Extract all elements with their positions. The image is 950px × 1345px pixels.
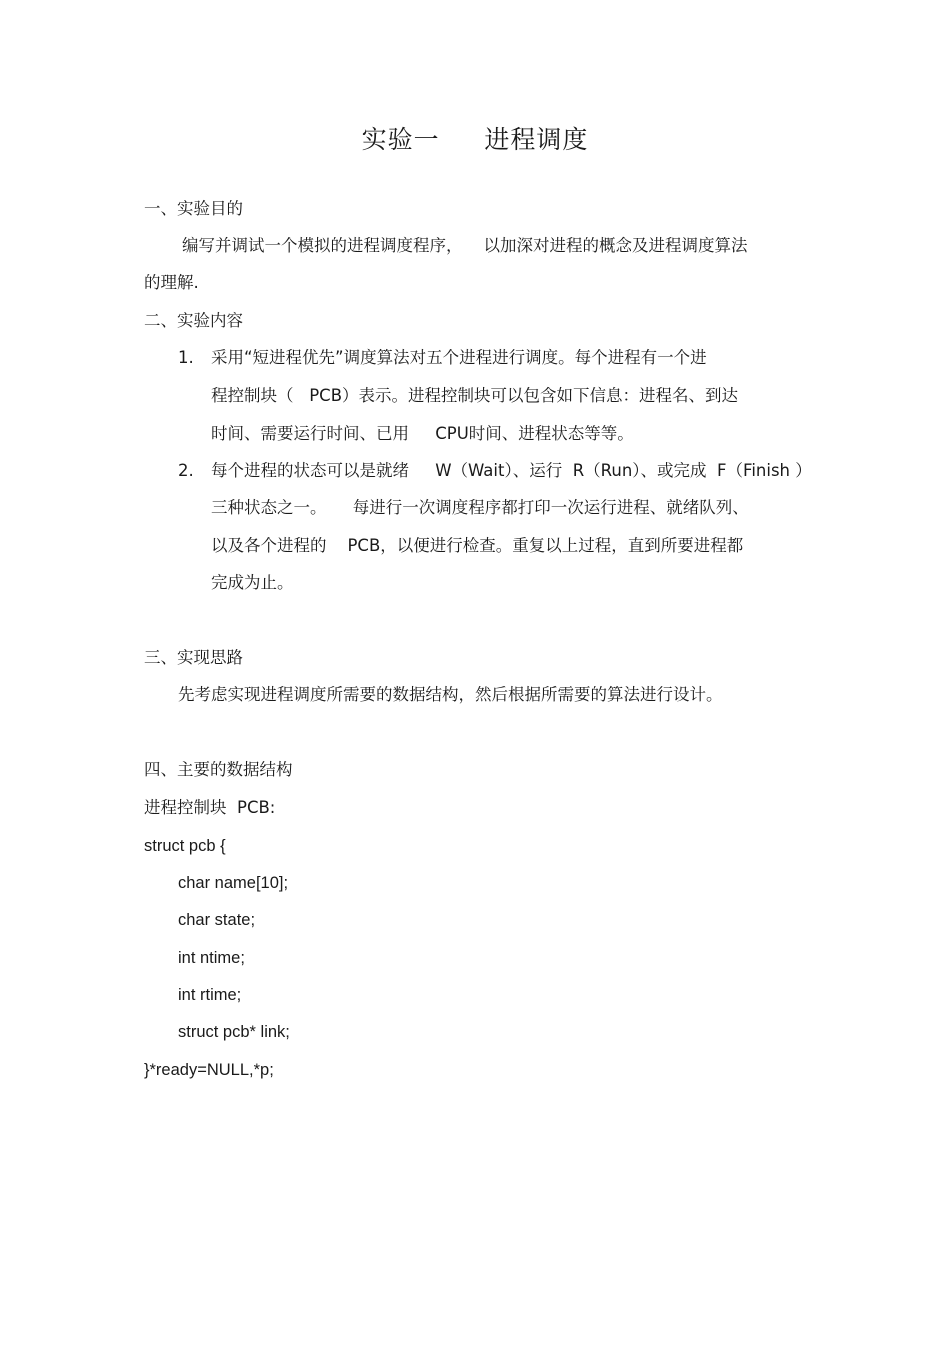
page-title: 实验一 进程调度 bbox=[361, 125, 589, 154]
section-heading-purpose: 一、实验目的 bbox=[144, 199, 243, 218]
list-item-1-line-2: 程控制块（ PCB）表示。进程控制块可以包含如下信息：进程名、到达 bbox=[211, 386, 739, 405]
section-heading-data-structures: 四、主要的数据结构 bbox=[144, 760, 293, 779]
code-line-struct-close: }*ready=NULL,*p; bbox=[144, 1061, 274, 1079]
list-item-2-line-1: 每个进程的状态可以是就绪 W（Wait）、运行 R（Run）、或完成 F（Finish ） bbox=[211, 461, 812, 480]
list-item-1-line-3: 时间、需要运行时间、已用 CPU时间、进程状态等等。 bbox=[211, 424, 634, 443]
code-line-name-field: char name[10]; bbox=[178, 874, 289, 892]
approach-paragraph: 先考虑实现进程调度所需要的数据结构，然后根据所需要的算法进行设计。 bbox=[178, 685, 723, 704]
pcb-subheading: 进程控制块 PCB: bbox=[144, 798, 276, 817]
section-heading-approach: 三、实现思路 bbox=[144, 648, 243, 667]
list-item-number-1: 1. bbox=[178, 348, 194, 367]
code-line-state-field: char state; bbox=[178, 911, 256, 929]
list-item-1-line-1: 采用“短进程优先”调度算法对五个进程进行调度。每个进程有一个进 bbox=[211, 348, 707, 367]
code-line-ntime-field: int ntime; bbox=[178, 949, 245, 967]
code-line-rtime-field: int rtime; bbox=[178, 986, 242, 1004]
code-line-link-field: struct pcb* link; bbox=[178, 1023, 290, 1041]
list-item-2-line-3: 以及各个进程的 PCB，以便进行检查。重复以上过程，直到所要进程都 bbox=[211, 536, 744, 555]
section-heading-content: 二、实验内容 bbox=[144, 311, 243, 330]
code-line-struct-open: struct pcb { bbox=[144, 837, 226, 855]
list-item-2-line-2: 三种状态之一。 每进行一次调度程序都打印一次运行进程、就绪队列、 bbox=[211, 498, 749, 517]
purpose-paragraph-line-2: 的理解. bbox=[144, 273, 199, 292]
list-item-number-2: 2. bbox=[178, 461, 194, 480]
purpose-paragraph-line-1: 编写并调试一个模拟的进程调度程序， 以加深对进程的概念及进程调度算法 bbox=[182, 236, 748, 255]
list-item-2-line-4: 完成为止。 bbox=[211, 573, 294, 592]
